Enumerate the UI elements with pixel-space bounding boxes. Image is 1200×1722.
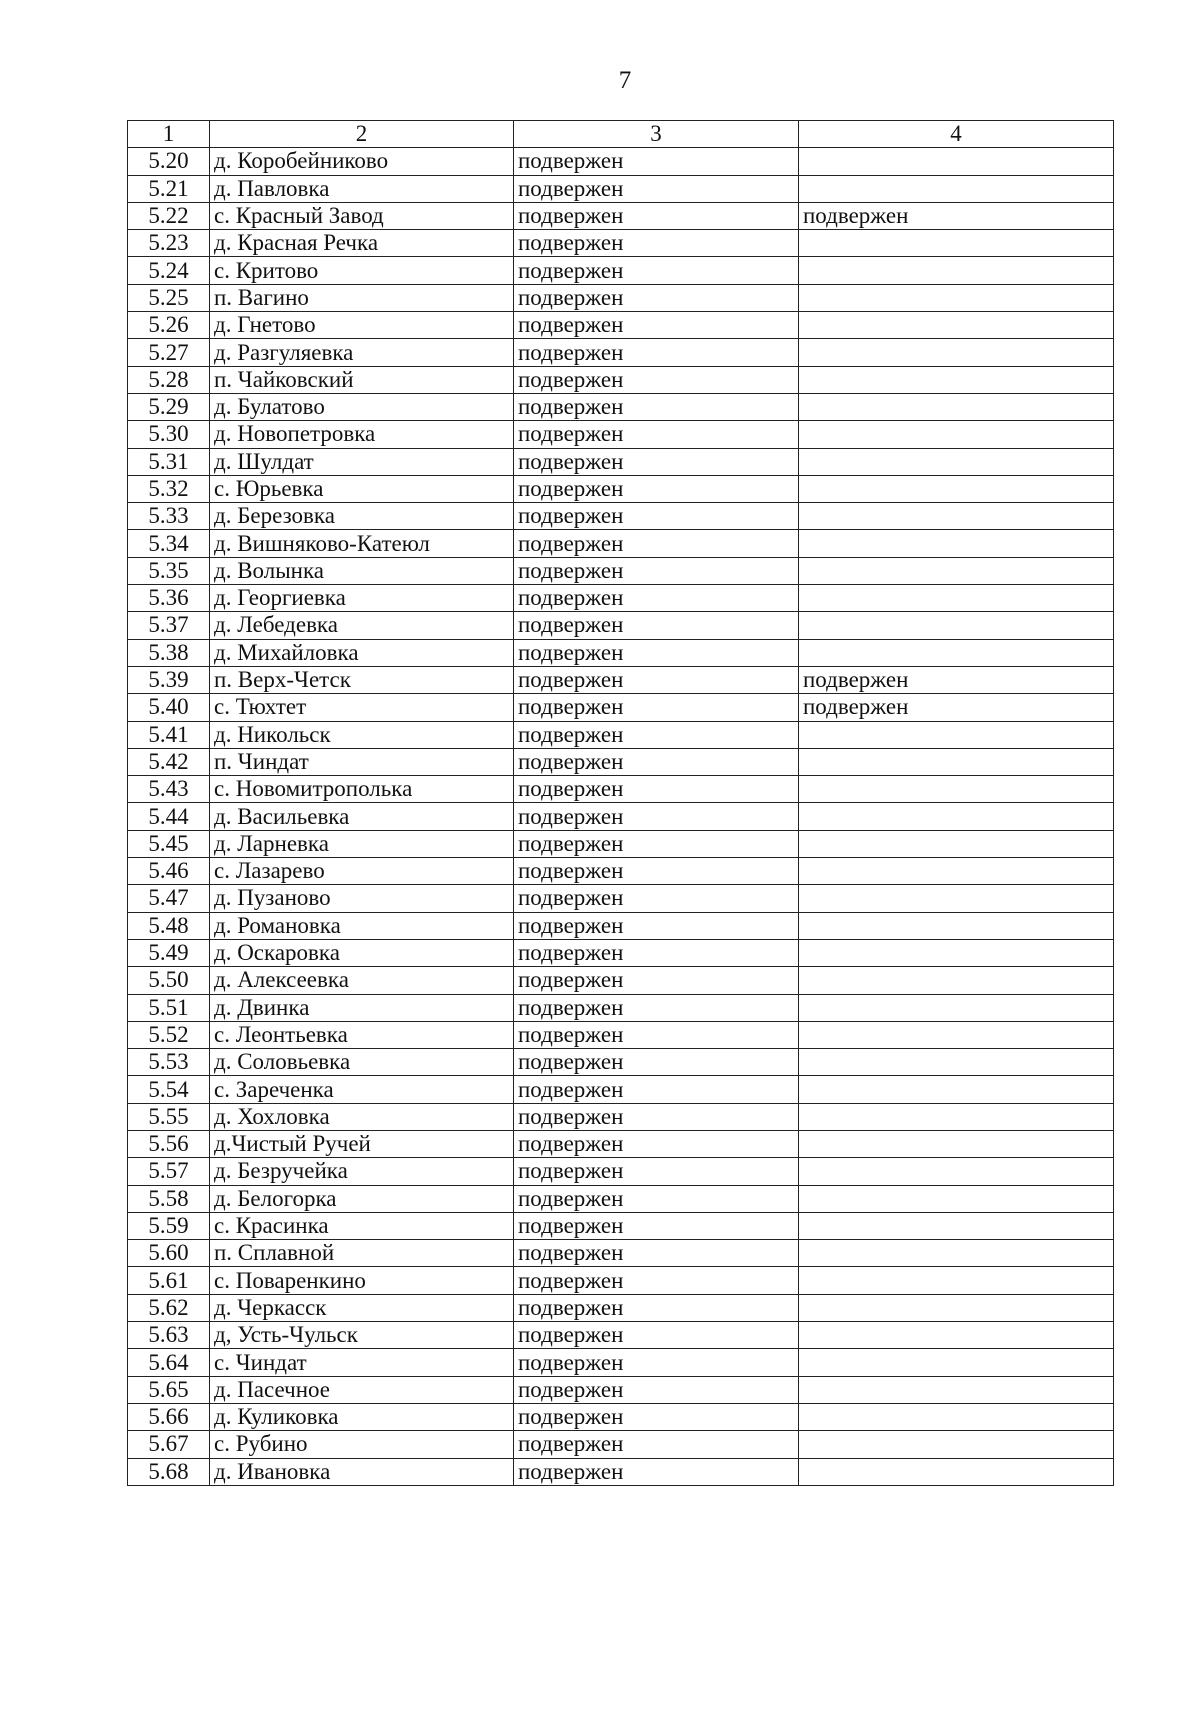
table-row [128,557,1114,584]
row-number-cell: 5.65 [128,1376,210,1403]
column-4-cell [799,1021,1114,1048]
settlement-name-cell: д. Михайловка [210,639,514,666]
column-3-cell: подвержен [514,257,799,284]
settlement-name-cell: д. Вишняково-Катеюл [210,530,514,557]
table-row [128,994,1114,1021]
table-row [128,1403,1114,1430]
settlement-name-cell: д. Хохловка [210,1103,514,1130]
column-4-cell [799,803,1114,830]
column-3-cell: подвержен [514,202,799,229]
column-4-cell [799,175,1114,202]
column-4-cell [799,1458,1114,1485]
settlement-name-cell: с. Новомитрополька [210,776,514,803]
column-4-cell [799,858,1114,885]
table-row [128,312,1114,339]
column-4-cell [799,1103,1114,1130]
table-row [128,1376,1114,1403]
table-row [128,393,1114,420]
settlement-name-cell: д. Куликовка [210,1403,514,1430]
table-row [128,830,1114,857]
column-4-cell [799,530,1114,557]
column-3-cell: подвержен [514,1103,799,1130]
row-number-cell: 5.21 [128,175,210,202]
table-row [128,612,1114,639]
row-number-cell: 5.43 [128,776,210,803]
row-number-cell: 5.31 [128,448,210,475]
column-3-cell: подвержен [514,748,799,775]
column-3-cell: подвержен [514,912,799,939]
column-4-cell [799,721,1114,748]
header-row [128,121,1114,148]
column-header-1: 1 [128,121,210,148]
table-row [128,448,1114,475]
column-4-cell [799,1240,1114,1267]
settlements-table [127,120,1114,1486]
column-3-cell: подвержен [514,1049,799,1076]
column-3-cell: подвержен [514,666,799,693]
settlement-name-cell: д. Безручейка [210,1158,514,1185]
settlement-name-cell: с. Тюхтет [210,694,514,721]
settlement-name-cell: д.Чистый Ручей [210,1130,514,1157]
row-number-cell: 5.30 [128,421,210,448]
row-number-cell: 5.37 [128,612,210,639]
row-number-cell: 5.64 [128,1349,210,1376]
column-4-cell: подвержен [799,202,1114,229]
table-row [128,202,1114,229]
column-3-cell: подвержен [514,1076,799,1103]
table-header [128,121,1114,148]
row-number-cell: 5.61 [128,1267,210,1294]
column-3-cell: подвержен [514,1349,799,1376]
row-number-cell: 5.46 [128,858,210,885]
column-3-cell: подвержен [514,366,799,393]
table-row [128,1322,1114,1349]
page-number: 7 [618,67,632,94]
column-3-cell: подвержен [514,694,799,721]
column-3-cell: подвержен [514,475,799,502]
table-row [128,721,1114,748]
settlement-name-cell: д. Георгиевка [210,585,514,612]
table-row [128,666,1114,693]
column-3-cell: подвержен [514,939,799,966]
column-3-cell: подвержен [514,148,799,175]
settlement-name-cell: с. Зареченка [210,1076,514,1103]
table-row [128,1267,1114,1294]
settlement-name-cell: д. Гнетово [210,312,514,339]
row-number-cell: 5.40 [128,694,210,721]
table-row [128,366,1114,393]
settlement-name-cell: с. Рубино [210,1431,514,1458]
settlement-name-cell: д. Новопетровка [210,421,514,448]
column-3-cell: подвержен [514,830,799,857]
column-3-cell: подвержен [514,1458,799,1485]
column-4-cell [799,912,1114,939]
table-row [128,230,1114,257]
table-row [128,1103,1114,1130]
settlement-name-cell: с. Красинка [210,1212,514,1239]
table-row [128,1049,1114,1076]
row-number-cell: 5.32 [128,475,210,502]
row-number-cell: 5.44 [128,803,210,830]
table-row [128,967,1114,994]
column-4-cell [799,1294,1114,1321]
column-4-cell [799,1130,1114,1157]
table-row [128,1431,1114,1458]
settlement-name-cell: д. Шулдат [210,448,514,475]
column-4-cell [799,776,1114,803]
table-row [128,639,1114,666]
settlement-name-cell: с. Леонтьевка [210,1021,514,1048]
column-3-cell: подвержен [514,1185,799,1212]
column-3-cell: подвержен [514,721,799,748]
column-4-cell [799,557,1114,584]
column-3-cell: подвержен [514,557,799,584]
row-number-cell: 5.55 [128,1103,210,1130]
column-4-cell [799,1431,1114,1458]
row-number-cell: 5.27 [128,339,210,366]
table-row [128,776,1114,803]
column-3-cell: подвержен [514,393,799,420]
row-number-cell: 5.39 [128,666,210,693]
settlement-name-cell: д. Соловьевка [210,1049,514,1076]
column-3-cell: подвержен [514,585,799,612]
settlement-name-cell: д. Алексеевка [210,967,514,994]
row-number-cell: 5.28 [128,366,210,393]
row-number-cell: 5.36 [128,585,210,612]
settlement-name-cell: д. Разгуляевка [210,339,514,366]
table-row [128,148,1114,175]
row-number-cell: 5.63 [128,1322,210,1349]
column-4-cell: подвержен [799,694,1114,721]
table-row [128,284,1114,311]
settlement-name-cell: д. Ивановка [210,1458,514,1485]
column-4-cell [799,1376,1114,1403]
column-3-cell: подвержен [514,1240,799,1267]
row-number-cell: 5.54 [128,1076,210,1103]
settlement-name-cell: д. Васильевка [210,803,514,830]
column-3-cell: подвержен [514,994,799,1021]
column-4-cell [799,312,1114,339]
column-3-cell: подвержен [514,1431,799,1458]
table-row [128,175,1114,202]
column-3-cell: подвержен [514,1403,799,1430]
column-4-cell [799,366,1114,393]
table-row [128,1212,1114,1239]
column-3-cell: подвержен [514,421,799,448]
column-4-cell: подвержен [799,666,1114,693]
row-number-cell: 5.20 [128,148,210,175]
column-3-cell: подвержен [514,639,799,666]
column-3-cell: подвержен [514,284,799,311]
column-4-cell [799,148,1114,175]
table-row [128,475,1114,502]
table-row [128,1458,1114,1485]
column-4-cell [799,1076,1114,1103]
column-4-cell [799,503,1114,530]
column-3-cell: подвержен [514,312,799,339]
column-3-cell: подвержен [514,1294,799,1321]
column-3-cell: подвержен [514,230,799,257]
column-4-cell [799,393,1114,420]
column-4-cell [799,339,1114,366]
settlement-name-cell: с. Поваренкино [210,1267,514,1294]
row-number-cell: 5.48 [128,912,210,939]
column-3-cell: подвержен [514,885,799,912]
row-number-cell: 5.47 [128,885,210,912]
table-row [128,503,1114,530]
row-number-cell: 5.67 [128,1431,210,1458]
table-row [128,421,1114,448]
settlement-name-cell: д. Лебедевка [210,612,514,639]
settlement-name-cell: д. Булатово [210,393,514,420]
row-number-cell: 5.34 [128,530,210,557]
row-number-cell: 5.60 [128,1240,210,1267]
settlement-name-cell: д. Двинка [210,994,514,1021]
column-4-cell [799,639,1114,666]
settlement-name-cell: д. Никольск [210,721,514,748]
column-4-cell [799,939,1114,966]
settlement-name-cell: д. Романовка [210,912,514,939]
column-3-cell: подвержен [514,967,799,994]
table-row [128,1076,1114,1103]
row-number-cell: 5.52 [128,1021,210,1048]
column-4-cell [799,1185,1114,1212]
settlement-name-cell: д. Красная Речка [210,230,514,257]
column-3-cell: подвержен [514,858,799,885]
table-row [128,530,1114,557]
settlement-name-cell: д. Белогорка [210,1185,514,1212]
column-3-cell: подвержен [514,448,799,475]
column-3-cell: подвержен [514,1158,799,1185]
settlement-name-cell: с. Лазарево [210,858,514,885]
row-number-cell: 5.50 [128,967,210,994]
table-row [128,939,1114,966]
settlement-name-cell: д. Павловка [210,175,514,202]
column-4-cell [799,585,1114,612]
column-4-cell [799,830,1114,857]
table-row [128,1185,1114,1212]
column-4-cell [799,475,1114,502]
row-number-cell: 5.59 [128,1212,210,1239]
row-number-cell: 5.23 [128,230,210,257]
settlement-name-cell: д. Пасечное [210,1376,514,1403]
table-row [128,694,1114,721]
row-number-cell: 5.58 [128,1185,210,1212]
row-number-cell: 5.29 [128,393,210,420]
column-3-cell: подвержен [514,803,799,830]
settlement-name-cell: с. Красный Завод [210,202,514,229]
column-3-cell: подвержен [514,1212,799,1239]
row-number-cell: 5.35 [128,557,210,584]
row-number-cell: 5.66 [128,1403,210,1430]
settlement-name-cell: д. Волынка [210,557,514,584]
column-4-cell [799,1049,1114,1076]
table-row [128,1349,1114,1376]
column-4-cell [799,994,1114,1021]
column-3-cell: подвержен [514,1322,799,1349]
row-number-cell: 5.56 [128,1130,210,1157]
column-3-cell: подвержен [514,503,799,530]
column-4-cell [799,421,1114,448]
column-3-cell: подвержен [514,175,799,202]
table-row [128,858,1114,885]
row-number-cell: 5.62 [128,1294,210,1321]
settlement-name-cell: п. Верх-Четск [210,666,514,693]
column-3-cell: подвержен [514,612,799,639]
table-row [128,1130,1114,1157]
table-row [128,339,1114,366]
settlement-name-cell: п. Сплавной [210,1240,514,1267]
column-4-cell [799,230,1114,257]
column-4-cell [799,1212,1114,1239]
column-4-cell [799,1403,1114,1430]
column-4-cell [799,284,1114,311]
row-number-cell: 5.68 [128,1458,210,1485]
settlement-name-cell: п. Чайковский [210,366,514,393]
column-4-cell [799,1349,1114,1376]
column-4-cell [799,967,1114,994]
settlement-name-cell: с. Критово [210,257,514,284]
row-number-cell: 5.41 [128,721,210,748]
table-row [128,1240,1114,1267]
row-number-cell: 5.42 [128,748,210,775]
column-3-cell: подвержен [514,1376,799,1403]
settlement-name-cell: д. Оскаровка [210,939,514,966]
settlement-name-cell: д. Коробейниково [210,148,514,175]
row-number-cell: 5.57 [128,1158,210,1185]
column-4-cell [799,612,1114,639]
column-header-2: 2 [210,121,514,148]
table-row [128,1158,1114,1185]
row-number-cell: 5.51 [128,994,210,1021]
table-row [128,257,1114,284]
row-number-cell: 5.22 [128,202,210,229]
table-row [128,885,1114,912]
settlement-name-cell: д. Березовка [210,503,514,530]
row-number-cell: 5.38 [128,639,210,666]
table-row [128,585,1114,612]
column-3-cell: подвержен [514,1021,799,1048]
column-3-cell: подвержен [514,530,799,557]
row-number-cell: 5.49 [128,939,210,966]
table-row [128,748,1114,775]
column-4-cell [799,448,1114,475]
column-3-cell: подвержен [514,1267,799,1294]
column-4-cell [799,885,1114,912]
row-number-cell: 5.53 [128,1049,210,1076]
row-number-cell: 5.24 [128,257,210,284]
settlement-name-cell: с. Юрьевка [210,475,514,502]
column-3-cell: подвержен [514,339,799,366]
table-row [128,803,1114,830]
table-row [128,1294,1114,1321]
settlement-name-cell: д. Пузаново [210,885,514,912]
settlement-name-cell: д, Усть-Чульск [210,1322,514,1349]
table-body [128,148,1114,1486]
table-row [128,912,1114,939]
row-number-cell: 5.25 [128,284,210,311]
settlement-name-cell: п. Вагино [210,284,514,311]
column-header-3: 3 [514,121,799,148]
settlement-name-cell: с. Чиндат [210,1349,514,1376]
column-4-cell [799,257,1114,284]
column-3-cell: подвержен [514,1130,799,1157]
table-row [128,1021,1114,1048]
row-number-cell: 5.26 [128,312,210,339]
column-4-cell [799,1158,1114,1185]
column-4-cell [799,748,1114,775]
settlement-name-cell: п. Чиндат [210,748,514,775]
column-3-cell: подвержен [514,776,799,803]
settlement-name-cell: д. Черкасск [210,1294,514,1321]
column-4-cell [799,1267,1114,1294]
row-number-cell: 5.33 [128,503,210,530]
settlement-name-cell: д. Ларневка [210,830,514,857]
column-header-4: 4 [799,121,1114,148]
column-4-cell [799,1322,1114,1349]
row-number-cell: 5.45 [128,830,210,857]
